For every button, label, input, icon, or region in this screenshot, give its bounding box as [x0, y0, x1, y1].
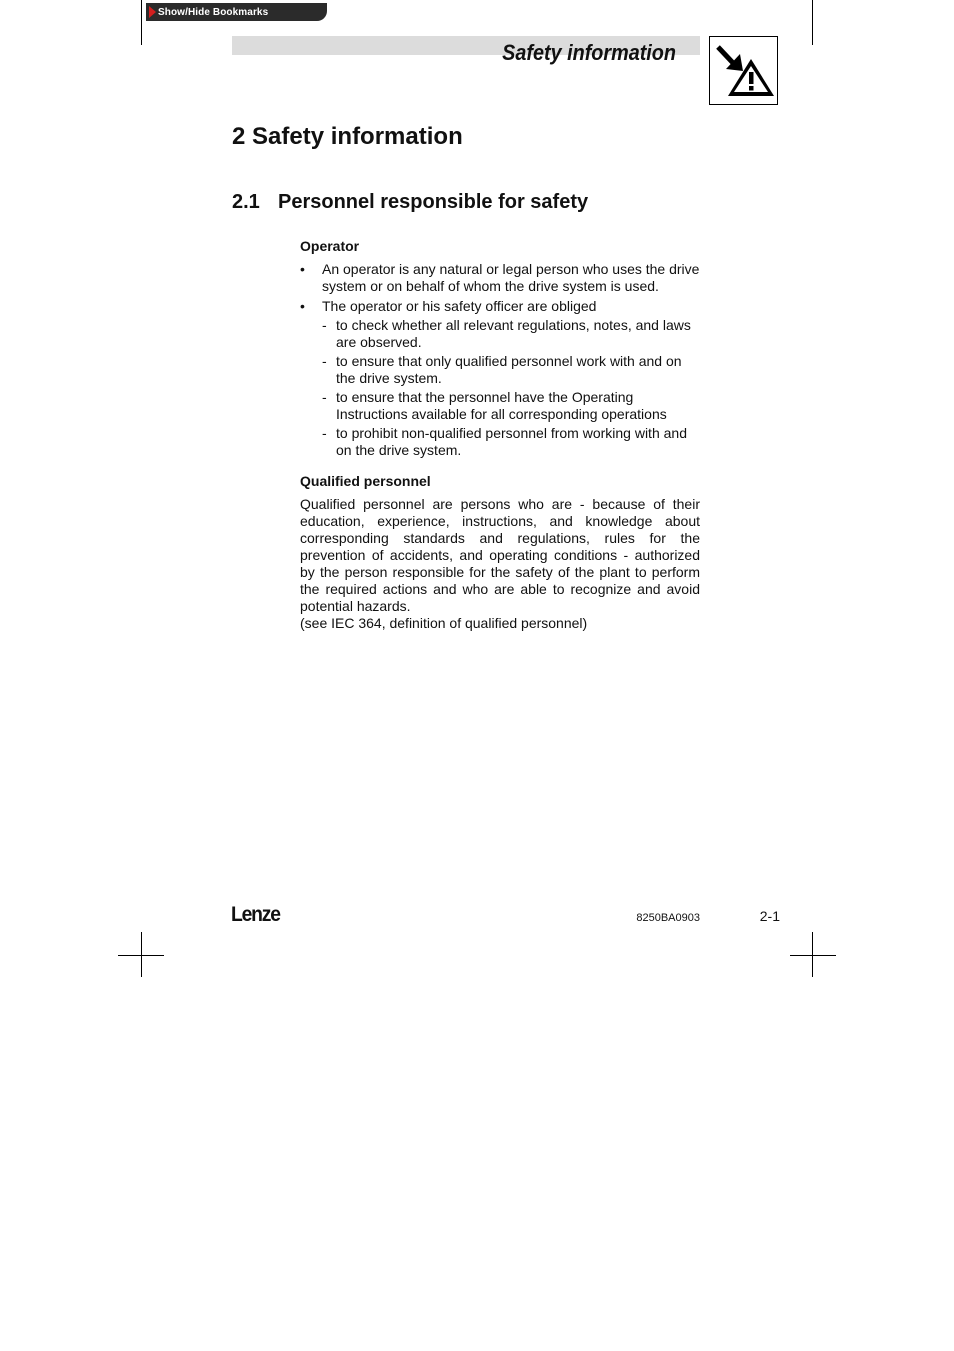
section-title: Personnel responsible for safety — [278, 191, 589, 213]
list-item: • The operator or his safety officer are obliged - to check whether all relevant regulations, notes, and laws are observed. - to ensure that only qualified personnel work with and on the drive system. - to ensure that the personnel have the Operating Instructions available for all corresponding operations - to prohibit non-qualified personnel from working with and on the drive system. — [300, 298, 700, 459]
list-item: - to prohibit non-qualified personnel from working with and on the drive system. — [322, 425, 700, 459]
crop-mark-top-right — [812, 0, 813, 45]
operator-heading: Operator — [300, 238, 360, 254]
bookmarks-label: Show/Hide Bookmarks — [158, 6, 269, 18]
qualified-personnel-heading: Qualified personnel — [300, 473, 431, 489]
list-item: • An operator is any natural or legal person who uses the drive system or on behalf of whom the drive system is used. — [300, 261, 700, 295]
chapter-title: Safety information — [252, 123, 463, 150]
section-heading — [232, 191, 588, 214]
list-item: - to ensure that only qualified personnel work with and on the drive system. — [322, 353, 700, 387]
crop-mark-bottom-right-h — [790, 955, 836, 956]
show-hide-bookmarks-button[interactable] — [146, 3, 327, 21]
crop-mark-bottom-left-h — [118, 955, 164, 956]
qualified-personnel-paragraph: Qualified personnel are persons who are - because of their education, experience, instructions, and knowledge about corresponding standards and regulations, rules for the prevention of accidents, and operating conditions - authorized by the person responsible for the safety of the plant to perform the required actions and who are able to recognize and avoid potential hazards. — [300, 496, 700, 614]
list-item: - to ensure that the personnel have the Operating Instructions available for all corresponding operations — [322, 389, 700, 423]
list-item: - to check whether all relevant regulations, notes, and laws are observed. — [322, 317, 700, 351]
qualified-personnel-reference: (see IEC 364, definition of qualified personnel) — [300, 615, 588, 631]
obligations-list — [322, 317, 700, 459]
chapter-heading — [232, 123, 463, 151]
crop-mark-top-left — [141, 0, 142, 45]
page-number: 2-1 — [759, 908, 780, 924]
section-body — [300, 238, 700, 632]
operator-list — [300, 261, 700, 459]
running-header-title: Safety information — [502, 40, 676, 65]
section-number: 2.1 — [232, 191, 260, 213]
warning-arrow-icon — [709, 36, 778, 105]
document-id: 8250BA0903 — [636, 912, 700, 924]
triangle-right-icon — [149, 6, 156, 18]
chapter-number: 2 — [232, 123, 246, 150]
lenze-logo: Lenze — [231, 903, 280, 926]
